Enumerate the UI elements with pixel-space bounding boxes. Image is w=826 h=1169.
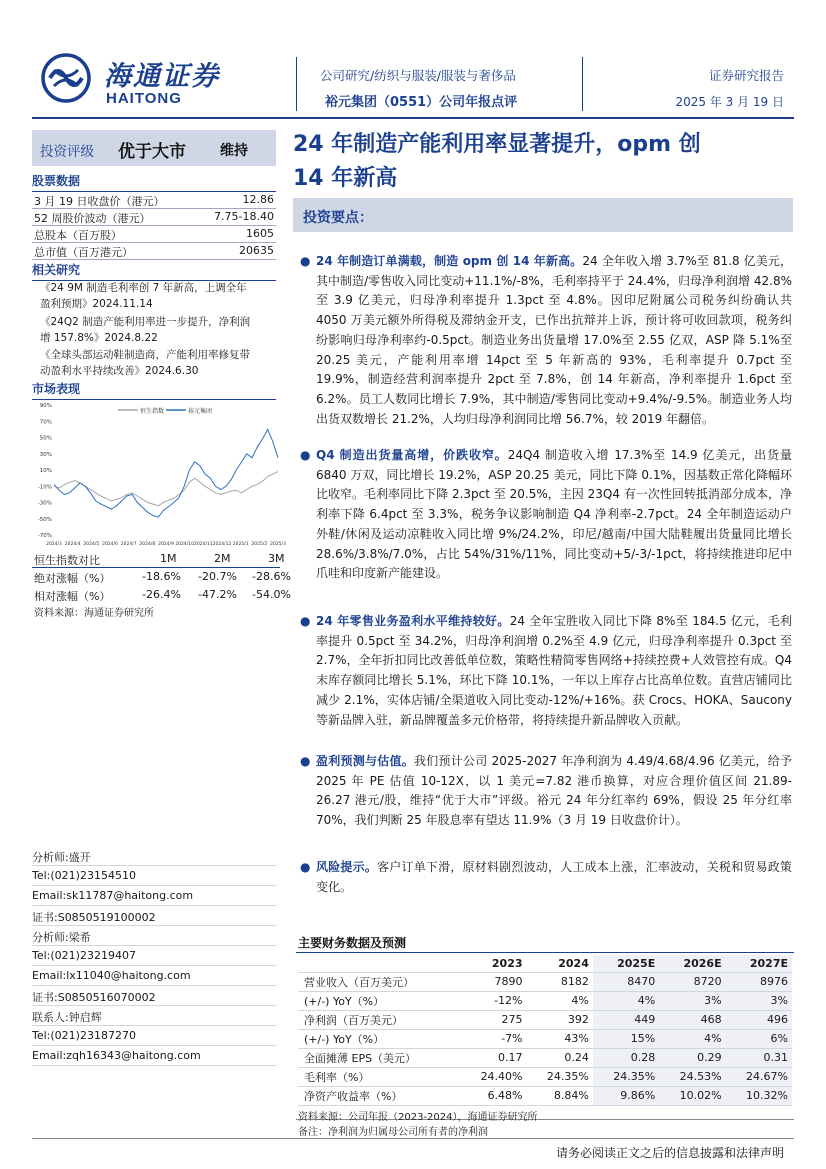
table-cell: 3% bbox=[659, 991, 725, 1010]
x-tick-label: 2024/7 bbox=[120, 542, 137, 547]
report-category: 公司研究/纺织与服装/服装与奢侈品 bbox=[320, 68, 516, 83]
table-cell: 275 bbox=[501, 1013, 523, 1026]
y-tick-label: 30% bbox=[39, 451, 52, 458]
logo-chinese-text: 海通证券 bbox=[104, 61, 220, 92]
key-point: ● Q4 制造出货量高增，价跌收窄。24Q4 制造收入增 17.3%至 14.9 亿美元，出货量 6840 万双，同比增长 19.2%，ASP 20.25 美元，同比下降 0.1%，因基数正常化降幅环比收窄。毛利率同比下降 2.3pct 至 20.5%，主因 23Q4 有一次性回转抵消部分成本，净利率下降 6.4pct 至 3.3%，税务争议影响制造 Q4 净利率-2.7pct。24 全年制造运动户外鞋/休闲及运动凉鞋收入同比增 9%/24.2%，印尼/越南/中国大陆鞋履出货量同比增长 28.6%/3.8%/7.0%，占比 54%/31%/11%，同比变动+5/-3/-1pct，将持续推进印尼中爪哇和印度新产能建设。 bbox=[300, 448, 792, 581]
related-research-title: 相关研究 bbox=[32, 261, 276, 281]
analyst-name: 分析师:梁希 bbox=[32, 926, 276, 946]
financials-table bbox=[298, 955, 792, 1106]
y-tick-label: 10% bbox=[39, 468, 52, 474]
analyst-cert: 证书:S0850519100002 bbox=[32, 906, 276, 926]
x-tick-label: 2025/2 bbox=[251, 542, 268, 547]
col-header: 2023 bbox=[491, 956, 523, 970]
haitong-logo-icon bbox=[36, 52, 96, 104]
table-cell: 0.28 bbox=[593, 1048, 659, 1067]
y-tick-label: -50% bbox=[37, 516, 52, 523]
table-cell: 449 bbox=[593, 1010, 659, 1029]
table-cell: -7% bbox=[501, 1032, 523, 1045]
col-header: 2024 bbox=[558, 956, 589, 970]
analyst-name: 分析师:盛开 bbox=[32, 846, 276, 866]
table-cell: 43% bbox=[564, 1032, 589, 1045]
bullet-dot-icon: ● bbox=[300, 448, 311, 462]
header-rule bbox=[32, 117, 794, 119]
table-cell: 8720 bbox=[659, 972, 725, 991]
table-cell: 24.40% bbox=[480, 1070, 523, 1083]
key-point: ● 盈利预测与估值。我们预计公司 2025-2027 年净利润为 4.49/4.68/4.96 亿美元，给予 2025 年 PE 估值 10-12X，以 1 美元=7.82 港币换算，对应合理价值区间 21.89-26.27 港元/股，维持“优于大市”评级。裕元 24 年分红率约 69%，假设 25 年分红率 70%，我们判断 25 年股息率有望达 11.9%（3 月 19 日收盘价计）。 bbox=[300, 754, 792, 828]
financials-header-row bbox=[298, 955, 792, 972]
col-header bbox=[298, 955, 460, 972]
analyst-tel: Tel:(021)23219407 bbox=[32, 946, 276, 966]
bullet-dot-icon: ● bbox=[300, 614, 311, 628]
table-cell: 0.24 bbox=[564, 1051, 589, 1064]
table-cell: 8182 bbox=[560, 975, 589, 988]
x-tick-label: 2025/1 bbox=[232, 542, 249, 547]
table-cell: 8470 bbox=[593, 972, 659, 991]
key-points-label: 投资要点： bbox=[303, 210, 373, 226]
contact-tel: Tel:(021)23187270 bbox=[32, 1026, 276, 1046]
row-label: 毛利率（%） bbox=[304, 1070, 370, 1084]
report-type: 证券研究报告 bbox=[708, 68, 784, 83]
row-label: 营业收入（百万美元） bbox=[304, 975, 414, 989]
contact-email[interactable]: Email:zqh16343@haitong.com bbox=[32, 1046, 276, 1066]
bullet-dot-icon: ● bbox=[300, 860, 311, 874]
footer-rule bbox=[32, 1138, 794, 1139]
table-cell: 392 bbox=[567, 1013, 589, 1026]
analyst-email[interactable]: Email:sk11787@haitong.com bbox=[32, 886, 276, 906]
financials-row bbox=[298, 1067, 792, 1086]
table-cell: 8.84% bbox=[553, 1089, 589, 1102]
header-divider bbox=[582, 57, 583, 111]
table-cell: 8976 bbox=[726, 972, 792, 991]
row-label: 全面摊薄 EPS（美元） bbox=[304, 1051, 417, 1065]
disclaimer-footer[interactable]: 请务必阅读正文之后的信息披露和法律声明 bbox=[555, 1146, 784, 1160]
contact-name: 联系人:钟启辉 bbox=[32, 1006, 276, 1026]
key-point: ● 24 年制造订单满载，制造 opm 创 14 年新高。24 全年收入增 3.7%至 81.8 亿美元，其中制造/零售收入同比变动+11.1%/-8%，毛利率持平于 24.4%，归母净利润增 42.8%至 3.9 亿美元，归母净利率提升 1.3pct 至 4.8%。因印尼附属公司税务纠纷确认共 4050 万美元额外所得税及滞纳金开支，已作出抗辩并上诉，预计将可收回款项，税务纠纷影响归母净利率约-0.5pct。制造业务出货量增 17.0%至 2.55 亿双，ASP 降 5.1%至 20.25 美元，产能利用率增 14pct 至 5 年新高的 93%，毛利率提升 0.7pct 至 19.9%，制造经营利润率提升 2pct 至 7.8%，创 14 年新高，净利率提升 1.6pct 至 6.2%。员工人数同比增长 7.9%，其中制造/零售同比变动+9.4%/-9.5%。制造业务人均出货双数增长 21.2%，人均归母净利润同比增 56.7%，较 2019 年翻倍。 bbox=[300, 254, 792, 426]
financials-rule bbox=[296, 952, 794, 953]
legend-index-label: 恒生指数 bbox=[140, 408, 165, 415]
analyst-cert: 证书:S0850516070002 bbox=[32, 986, 276, 1006]
financials-source: 资料来源：公司年报（2023-2024），海通证券研究所 bbox=[298, 1112, 538, 1123]
financials-row bbox=[298, 1010, 792, 1029]
header-divider bbox=[296, 57, 297, 111]
table-cell: 7890 bbox=[494, 975, 523, 988]
table-cell: 15% bbox=[593, 1029, 659, 1048]
table-cell: 24.67% bbox=[726, 1067, 792, 1086]
y-tick-label: -70% bbox=[37, 533, 52, 539]
table-cell: 24.35% bbox=[593, 1067, 659, 1086]
row-label: (+/-) YoY（%） bbox=[304, 994, 385, 1008]
related-research-item[interactable]: 《24Q2 制造产能利用率进一步提升，净利润 增 157.8%》2024.8.22 bbox=[40, 316, 251, 344]
x-tick-label: 2024/4 bbox=[64, 542, 81, 547]
row-label: (+/-) YoY（%） bbox=[304, 1032, 385, 1046]
performance-header: 恒生指数对比 1M 2M 3M bbox=[34, 552, 285, 567]
table-cell: 24.35% bbox=[546, 1070, 589, 1083]
table-cell: 0.29 bbox=[659, 1048, 725, 1067]
rating-status: 维持 bbox=[220, 143, 248, 159]
y-tick-label: 50% bbox=[39, 435, 52, 442]
x-tick-label: 2024/9 bbox=[158, 542, 174, 547]
market-performance-title: 市场表现 bbox=[32, 380, 276, 400]
logo-english-text: HAITONG bbox=[106, 90, 182, 107]
related-research-item[interactable]: 《24 9M 制造毛利率创 7 年新高，上调全年 盈利预期》2024.11.14 bbox=[40, 282, 247, 310]
analyst-email[interactable]: Email:lx11040@haitong.com bbox=[32, 966, 276, 986]
table-cell: 4% bbox=[659, 1029, 725, 1048]
x-tick-label: 2024/10 bbox=[175, 542, 195, 547]
x-tick-label: 2024/8 bbox=[139, 542, 156, 547]
table-cell: 10.32% bbox=[726, 1086, 792, 1105]
table-cell: 0.17 bbox=[498, 1051, 523, 1064]
table-cell: -12% bbox=[494, 994, 523, 1007]
table-cell: 9.86% bbox=[593, 1086, 659, 1105]
financials-row bbox=[298, 972, 792, 991]
bullet-dot-icon: ● bbox=[300, 254, 311, 268]
financials-row bbox=[298, 1029, 792, 1048]
y-tick-label: -10% bbox=[37, 484, 52, 491]
y-tick-label: 90% bbox=[39, 403, 52, 409]
col-header: 2027E bbox=[726, 955, 792, 972]
rating-label: 投资评级 bbox=[40, 144, 94, 160]
financials-note: 备注：净利润为归属母公司所有者的净利润 bbox=[298, 1127, 488, 1138]
report-date: 2025 年 3 月 19 日 bbox=[675, 95, 784, 109]
key-point: ● 24 年零售业务盈利水平维持较好。24 全年宝胜收入同比下降 8%至 184.5 亿元，毛利率提升 0.5pct 至 34.2%，归母净利润增 0.2%至 4.9 亿元，归母净利率提升 0.3pct 至 2.7%，全年折扣同比改善低单位数，策略性精简零售网络+持续控费+人效管控有成。Q4 末库存额同比增长 5.1%，环比下降 10.1%，一年以上库存占比高单位数。直营店铺同比减少 2.1%，实体店铺/全渠道收入同比变动-12%/+16%。获 Crocs、HOKA、Saucony 等新品牌入驻，新品牌覆盖多元价格带，将持续提升新品牌收入贡献。 bbox=[300, 614, 792, 727]
performance-row: 相对涨幅（%） -26.4% -47.2% -54.0% bbox=[34, 588, 291, 603]
x-tick-label: 2024/12 bbox=[212, 542, 232, 547]
stock-data-row: 3 月 19 日收盘价（港元） 12.86 bbox=[34, 193, 274, 208]
rating-value: 优于大市 bbox=[118, 142, 186, 162]
table-cell: 4% bbox=[571, 994, 589, 1007]
performance-source: 资料来源：海通证券研究所 bbox=[34, 608, 154, 619]
financials-row bbox=[298, 1086, 792, 1105]
financials-row bbox=[298, 1048, 792, 1067]
stock-data-row: 总股本（百万股） 1605 bbox=[34, 227, 274, 242]
stock-data-title: 股票数据 bbox=[32, 172, 276, 192]
market-performance-chart bbox=[32, 393, 286, 553]
table-cell: 496 bbox=[726, 1010, 792, 1029]
col-header: 2025E bbox=[593, 955, 659, 972]
analyst-tel: Tel:(021)23154510 bbox=[32, 866, 276, 886]
bullet-dot-icon: ● bbox=[300, 754, 311, 768]
table-cell: 10.02% bbox=[659, 1086, 725, 1105]
y-tick-label: 70% bbox=[39, 419, 52, 426]
x-tick-label: 2024/5 bbox=[83, 542, 100, 547]
performance-row: 绝对涨幅（%） -18.6% -20.7% -28.6% bbox=[34, 570, 291, 585]
performance-rule bbox=[32, 567, 280, 568]
yue-yuen-stock-line bbox=[54, 429, 278, 517]
x-tick-label: 2024/11 bbox=[193, 542, 213, 547]
legend-stock-label: 裕元集团 bbox=[188, 408, 213, 415]
table-cell: 4% bbox=[593, 991, 659, 1010]
financials-title: 主要财务数据及预测 bbox=[298, 936, 407, 950]
table-cell: 24.53% bbox=[659, 1067, 725, 1086]
x-tick-label: 2025/3 bbox=[270, 542, 286, 547]
table-cell: 468 bbox=[659, 1010, 725, 1029]
table-cell: 6% bbox=[726, 1029, 792, 1048]
row-label: 净利润（百万美元） bbox=[304, 1013, 403, 1027]
company-title: 裕元集团（0551）公司年报点评 bbox=[325, 95, 518, 110]
y-tick-label: -30% bbox=[37, 500, 52, 507]
key-point: ● 风险提示。客户订单下滑，原材料剧烈波动，人工成本上涨，汇率波动，关税和贸易政策变化。 bbox=[300, 860, 792, 894]
stock-data-row: 52 周股价波动（港元） 7.75-18.40 bbox=[34, 210, 274, 225]
row-label: 净资产收益率（%） bbox=[304, 1089, 403, 1103]
x-tick-label: 2024/3 bbox=[46, 542, 62, 547]
table-cell: 0.31 bbox=[726, 1048, 792, 1067]
financials-row bbox=[298, 991, 792, 1010]
related-research-item[interactable]: 《全球头部运动鞋制造商，产能利用率修复带 动盈利水平持续改善》2024.6.30 bbox=[40, 349, 250, 377]
stock-data-row: 总市值（百万港元） 20635 bbox=[34, 244, 274, 259]
table-cell: 3% bbox=[726, 991, 792, 1010]
report-headline: 24 年制造产能利用率显著提升，opm 创 14 年新高 bbox=[293, 132, 701, 191]
x-tick-label: 2024/6 bbox=[102, 542, 118, 547]
col-header: 2026E bbox=[659, 955, 725, 972]
table-cell: 6.48% bbox=[487, 1089, 523, 1102]
